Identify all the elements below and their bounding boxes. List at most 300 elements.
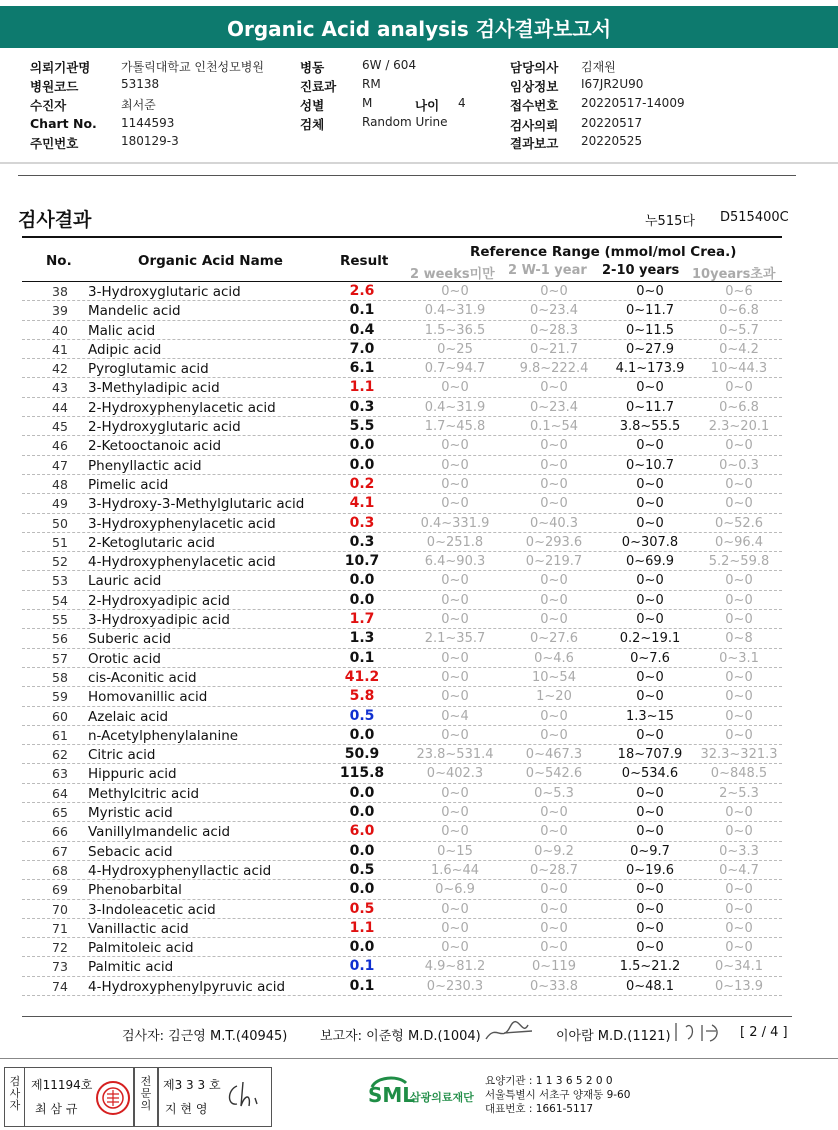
ref-over-10y: 0~0 [725, 727, 753, 743]
row-number: 71 [52, 920, 68, 936]
info-label: 의뢰기관명 [30, 60, 91, 75]
acid-name: 2-Hydroxyadipic acid [88, 592, 230, 609]
ref-under-2-weeks: 6.4~90.3 [424, 554, 486, 570]
ref-2-10y: 0~0 [636, 901, 664, 917]
ref-under-2-weeks: 0.7~94.7 [424, 361, 486, 377]
result-value: 0.0 [349, 939, 375, 956]
info-label: 담당의사 [510, 60, 559, 75]
row-number: 68 [52, 862, 68, 878]
ref-2w-1y: 0~467.3 [525, 747, 583, 763]
ref-2-10y: 0~0 [636, 805, 664, 821]
ref-under-2-weeks: 0~230.3 [426, 978, 484, 994]
row-number: 58 [52, 669, 68, 685]
ref-2w-1y: 10~54 [532, 669, 576, 685]
ref-over-10y: 0~6 [725, 284, 753, 299]
ref-2-10y: 0~0 [636, 515, 664, 531]
table-row [22, 610, 782, 629]
license-number: 제3 3 3 호 [163, 1078, 221, 1092]
doctor2: 이아람 M.D.(1121) [556, 1029, 671, 1044]
result-value: 0.5 [349, 861, 375, 878]
ref-2-10y: 3.8~55.5 [619, 419, 681, 435]
ref-2w-1y: 0~0 [540, 882, 568, 898]
acid-name: Malic acid [88, 322, 156, 339]
ref-over-10y: 0~4.7 [719, 862, 759, 878]
ref-2-10y: 0~0 [636, 496, 664, 512]
footer [0, 1058, 838, 1130]
ref-2w-1y: 0~28.3 [529, 322, 579, 338]
ref-under-2-weeks: 0~6.9 [435, 882, 475, 898]
row-number: 74 [52, 978, 68, 994]
ref-under-2-weeks: 0~0 [441, 592, 469, 608]
row-number: 41 [52, 341, 68, 357]
result-value: 41.2 [344, 668, 380, 685]
info-label: 성별 [300, 98, 325, 113]
row-number: 55 [52, 612, 68, 628]
acid-name: n-Acetylphenylalanine [88, 727, 239, 744]
ref-2w-1y: 9.8~222.4 [519, 361, 589, 377]
row-number: 59 [52, 689, 68, 705]
info-value: 180129-3 [121, 134, 179, 148]
ref-under-2-weeks: 0~0 [441, 457, 469, 473]
ref-over-10y: 0~6.8 [719, 399, 759, 415]
acid-name: Vanillactic acid [88, 920, 189, 937]
ref-2w-1y: 1~20 [536, 689, 572, 705]
ref-over-10y: 0~0 [725, 592, 753, 608]
ref-2w-1y: 0~27.6 [529, 631, 579, 647]
acid-name: Phenyllactic acid [88, 457, 202, 474]
info-label: 검사의뢰 [510, 118, 559, 133]
ref-over-10y: 0~3.3 [719, 843, 759, 859]
ref-2w-1y: 0~0 [540, 457, 568, 473]
ref-2w-1y: 0~0 [540, 920, 568, 936]
ref-under-2-weeks: 0~0 [441, 284, 469, 299]
table-row [22, 726, 782, 745]
result-value: 0.0 [349, 572, 375, 589]
acid-name: 2-Hydroxyglutaric acid [88, 419, 241, 436]
acid-name: 2-Ketoglutaric acid [88, 534, 215, 551]
table-row [22, 436, 782, 455]
seal-icon [95, 1080, 131, 1116]
ref-over-10y: 0~5.7 [719, 322, 759, 338]
acid-name: 3-Hydroxyphenylacetic acid [88, 515, 276, 532]
acid-name: Hippuric acid [88, 766, 177, 783]
ref-under-2-weeks: 0~0 [441, 920, 469, 936]
acid-name: Phenobarbital [88, 882, 182, 899]
ref-2w-1y: 0~4.6 [534, 650, 574, 666]
ref-2-10y: 0~0 [636, 920, 664, 936]
acid-name: Methylcitric acid [88, 785, 200, 802]
ref-2w-1y: 0~0 [540, 901, 568, 917]
ref-under-2-weeks: 0.4~31.9 [424, 303, 486, 319]
ref-over-10y: 0~0.3 [719, 457, 759, 473]
ref-under-2-weeks: 0~0 [441, 612, 469, 628]
info-value: 6W / 604 [362, 58, 417, 72]
report-title: Organic Acid analysis 검사결과보고서 [0, 6, 838, 48]
row-number: 43 [52, 380, 68, 396]
ref-over-10y: 0~0 [725, 689, 753, 705]
ref-over-10y: 0~52.6 [714, 515, 764, 531]
ref-2-10y: 1.3~15 [625, 708, 675, 724]
ref-over-10y: 2~5.3 [719, 785, 759, 801]
ref-over-10y: 0~0 [725, 496, 753, 512]
result-value: 1.7 [349, 611, 375, 628]
sml-logo [366, 1073, 476, 1117]
page-number: [ 2 / 4 ] [740, 1025, 788, 1040]
acid-name: Palmitoleic acid [88, 940, 194, 957]
table-row [22, 378, 782, 397]
info-value: M [362, 96, 373, 110]
row-number: 53 [52, 573, 68, 589]
ref-under-2-weeks: 0~0 [441, 476, 469, 492]
ref-under-2-weeks: 0~25 [437, 341, 473, 357]
ref-under-2-weeks: 2.1~35.7 [424, 631, 486, 647]
acid-name: Homovanillic acid [88, 689, 208, 706]
acid-name: Suberic acid [88, 631, 172, 648]
info-label: 진료과 [300, 79, 337, 94]
cert-cell [5, 1068, 25, 1126]
row-number: 56 [52, 631, 68, 647]
info-label: 접수번호 [510, 98, 559, 113]
result-value: 0.5 [349, 900, 375, 917]
header-age-group: 2 weeks미만 [410, 267, 495, 282]
ref-2-10y: 0~19.6 [625, 862, 675, 878]
ref-over-10y: 0~0 [725, 940, 753, 956]
ref-under-2-weeks: 4.9~81.2 [424, 959, 486, 975]
ref-over-10y: 0~0 [725, 901, 753, 917]
header-name: Organic Acid Name [138, 253, 283, 269]
header-age-group: 2-10 years [602, 263, 680, 278]
table-row [22, 957, 782, 976]
acid-name: Pyroglutamic acid [88, 361, 209, 378]
acid-name: 3-Indoleacetic acid [88, 901, 216, 918]
patient-info [0, 52, 838, 164]
info-value: 53138 [121, 77, 160, 91]
ref-over-10y: 32.3~321.3 [700, 747, 778, 763]
acid-name: Palmitic acid [88, 959, 174, 976]
acid-name: 3-Methyladipic acid [88, 380, 220, 397]
ref-over-10y: 0~0 [725, 824, 753, 840]
ref-2w-1y: 0~23.4 [529, 303, 579, 319]
org-info: 요양기관 : 1 1 3 6 5 2 0 0 [485, 1075, 613, 1087]
info-value: RM [362, 77, 381, 91]
table-row [22, 514, 782, 533]
row-number: 63 [52, 766, 68, 782]
logo-text: SML [368, 1083, 416, 1107]
acid-name: Myristic acid [88, 805, 173, 822]
certifier-name: 최 삼 규 [35, 1102, 78, 1116]
ref-2w-1y: 0~0 [540, 940, 568, 956]
table-row [22, 842, 782, 861]
row-number: 66 [52, 824, 68, 840]
ref-over-10y: 0~6.8 [719, 303, 759, 319]
table-row [22, 919, 782, 938]
result-value: 5.5 [349, 418, 375, 435]
ref-2-10y: 0~534.6 [621, 766, 679, 782]
row-number: 49 [52, 496, 68, 512]
result-value: 115.8 [339, 765, 385, 782]
ref-over-10y: 5.2~59.8 [708, 554, 770, 570]
table-row [22, 861, 782, 880]
result-value: 0.3 [349, 533, 375, 550]
result-value: 50.9 [344, 746, 380, 763]
ref-2-10y: 0~0 [636, 592, 664, 608]
ref-under-2-weeks: 0~0 [441, 669, 469, 685]
header-age-group: 10years초과 [692, 267, 776, 282]
ref-2-10y: 0~0 [636, 573, 664, 589]
result-value: 1.1 [349, 379, 375, 396]
ref-under-2-weeks: 0~4 [441, 708, 469, 724]
table-row [22, 649, 782, 668]
row-number: 65 [52, 805, 68, 821]
reporter: 보고자: 이준형 M.D.(1004) [320, 1029, 481, 1044]
ref-2-10y: 0~0 [636, 284, 664, 299]
info-value: 20220517 [581, 116, 643, 130]
row-number: 44 [52, 399, 68, 415]
row-number: 60 [52, 708, 68, 724]
acid-name: 3-Hydroxyadipic acid [88, 612, 230, 629]
result-value: 1.1 [349, 919, 375, 936]
result-value: 6.1 [349, 360, 375, 377]
ref-under-2-weeks: 0~0 [441, 438, 469, 454]
ref-2-10y: 0~11.7 [625, 399, 675, 415]
ref-2w-1y: 0~5.3 [534, 785, 574, 801]
table-row [22, 687, 782, 706]
certifier-name: 지 현 영 [165, 1102, 208, 1116]
ref-under-2-weeks: 0~0 [441, 901, 469, 917]
results-table [22, 236, 782, 996]
result-value: 0.3 [349, 514, 375, 531]
acid-name: Lauric acid [88, 573, 162, 590]
info-value: 1144593 [121, 116, 175, 130]
table-row [22, 707, 782, 726]
ref-under-2-weeks: 0~0 [441, 824, 469, 840]
cert-role: 전문의 [140, 1075, 152, 1112]
table-row [22, 900, 782, 919]
ref-2w-1y: 0~23.4 [529, 399, 579, 415]
result-value: 0.0 [349, 804, 375, 821]
table-row [22, 456, 782, 475]
ref-2w-1y: 0~33.8 [529, 978, 579, 994]
result-value: 6.0 [349, 823, 375, 840]
row-number: 62 [52, 747, 68, 763]
cert-role: 검사자 [9, 1075, 21, 1112]
table-header [22, 238, 782, 282]
ref-2w-1y: 0~0 [540, 573, 568, 589]
ref-2-10y: 0~0 [636, 882, 664, 898]
header-result: Result [340, 253, 389, 269]
result-value: 0.0 [349, 591, 375, 608]
ref-under-2-weeks: 0~0 [441, 940, 469, 956]
row-number: 54 [52, 592, 68, 608]
table-row [22, 938, 782, 957]
ref-2w-1y: 0~0 [540, 612, 568, 628]
ref-2w-1y: 0~0 [540, 284, 568, 299]
ref-over-10y: 2.3~20.1 [708, 419, 770, 435]
ref-2w-1y: 0~0 [540, 496, 568, 512]
ref-2-10y: 0~48.1 [625, 978, 675, 994]
ref-2w-1y: 0~0 [540, 592, 568, 608]
table-row [22, 282, 782, 301]
info-label: 검체 [300, 117, 325, 132]
ref-2w-1y: 0~21.7 [529, 341, 579, 357]
acid-name: cis-Aconitic acid [88, 669, 197, 686]
ref-2w-1y: 0~0 [540, 476, 568, 492]
row-number: 48 [52, 476, 68, 492]
ref-2-10y: 0~7.6 [630, 650, 670, 666]
ref-under-2-weeks: 0~251.8 [426, 534, 484, 550]
info-value: 20220525 [581, 134, 643, 148]
row-number: 47 [52, 457, 68, 473]
result-value: 4.1 [349, 495, 375, 512]
header-age-group: 2 W-1 year [508, 263, 587, 278]
report-code: 누515다 [645, 214, 695, 229]
ref-2-10y: 1.5~21.2 [619, 959, 681, 975]
org-info: 대표번호 : 1661-5117 [485, 1103, 594, 1115]
acid-name: 2-Ketooctanoic acid [88, 438, 222, 455]
ref-under-2-weeks: 23.8~531.4 [416, 747, 494, 763]
result-value: 0.1 [349, 977, 375, 994]
table-row [22, 398, 782, 417]
result-value: 0.5 [349, 707, 375, 724]
ref-2-10y: 0~0 [636, 612, 664, 628]
signature-icon [482, 1017, 542, 1045]
license-number: 제11194호 [31, 1078, 93, 1092]
row-number: 61 [52, 727, 68, 743]
info-label: 병동 [300, 60, 325, 75]
ref-over-10y: 0~96.4 [714, 534, 764, 550]
signature-icon [223, 1076, 267, 1116]
ref-under-2-weeks: 0~0 [441, 805, 469, 821]
table-row [22, 494, 782, 513]
acid-name: 4-Hydroxyphenylacetic acid [88, 554, 276, 571]
ref-2-10y: 0~10.7 [625, 457, 675, 473]
ref-under-2-weeks: 0~0 [441, 785, 469, 801]
ref-over-10y: 0~0 [725, 805, 753, 821]
row-number: 42 [52, 361, 68, 377]
ref-under-2-weeks: 0~0 [441, 380, 469, 396]
ref-2-10y: 0~27.9 [625, 341, 675, 357]
ref-under-2-weeks: 0~0 [441, 573, 469, 589]
result-value: 0.1 [349, 649, 375, 666]
ref-2-10y: 0~0 [636, 824, 664, 840]
row-number: 57 [52, 650, 68, 666]
ref-2w-1y: 0~0 [540, 708, 568, 724]
acid-name: Orotic acid [88, 650, 161, 667]
ref-2-10y: 4.1~173.9 [615, 361, 685, 377]
info-label: 병원코드 [30, 79, 79, 94]
info-value: 최서준 [121, 98, 156, 112]
ref-over-10y: 0~0 [725, 882, 753, 898]
ref-2-10y: 0~0 [636, 940, 664, 956]
signers [22, 1016, 792, 1046]
ref-over-10y: 0~3.1 [719, 650, 759, 666]
result-value: 0.0 [349, 784, 375, 801]
acid-name: Pimelic acid [88, 476, 169, 493]
result-value: 7.0 [349, 340, 375, 357]
ref-2w-1y: 0~293.6 [525, 534, 583, 550]
org-info: 서울특별시 서초구 양재동 9-60 [485, 1089, 631, 1101]
row-number: 50 [52, 515, 68, 531]
ref-under-2-weeks: 0~0 [441, 689, 469, 705]
ref-2-10y: 0~0 [636, 689, 664, 705]
ref-2w-1y: 0~0 [540, 805, 568, 821]
ref-2w-1y: 0~0 [540, 824, 568, 840]
ref-over-10y: 0~0 [725, 476, 753, 492]
row-number: 73 [52, 959, 68, 975]
acid-name: Sebacic acid [88, 843, 173, 860]
ref-under-2-weeks: 0~15 [437, 843, 473, 859]
table-row [22, 629, 782, 648]
ref-under-2-weeks: 0~402.3 [426, 766, 484, 782]
ref-2w-1y: 0.1~54 [529, 419, 579, 435]
acid-name: Adipic acid [88, 341, 162, 358]
ref-over-10y: 10~44.3 [710, 361, 768, 377]
ref-over-10y: 0~0 [725, 573, 753, 589]
acid-name: 3-Hydroxyglutaric acid [88, 284, 241, 300]
ref-under-2-weeks: 0~0 [441, 727, 469, 743]
row-number: 40 [52, 322, 68, 338]
result-value: 0.0 [349, 842, 375, 859]
ref-2-10y: 0~0 [636, 669, 664, 685]
result-value: 1.3 [349, 630, 375, 647]
divider [18, 170, 796, 176]
table-row [22, 668, 782, 687]
table-row [22, 301, 782, 320]
age-label: 나이 [415, 98, 440, 113]
ref-2-10y: 0~11.5 [625, 322, 675, 338]
ref-under-2-weeks: 0.4~331.9 [420, 515, 490, 531]
info-value: Random Urine [362, 115, 448, 129]
ref-2w-1y: 0~219.7 [525, 554, 583, 570]
signature-icon [672, 1017, 732, 1045]
table-row [22, 571, 782, 590]
ref-2-10y: 0~307.8 [621, 534, 679, 550]
row-number: 72 [52, 940, 68, 956]
result-value: 0.2 [349, 475, 375, 492]
table-row [22, 591, 782, 610]
ref-2w-1y: 0~28.7 [529, 862, 579, 878]
row-number: 46 [52, 438, 68, 454]
ref-2w-1y: 0~9.2 [534, 843, 574, 859]
ref-2w-1y: 0~0 [540, 438, 568, 454]
table-row [22, 475, 782, 494]
ref-2-10y: 0~0 [636, 476, 664, 492]
acid-name: 2-Hydroxyphenylacetic acid [88, 399, 276, 416]
result-value: 0.0 [349, 456, 375, 473]
ref-over-10y: 0~34.1 [714, 959, 764, 975]
certificate-box [4, 1067, 272, 1127]
table-row [22, 417, 782, 436]
ref-2w-1y: 0~0 [540, 727, 568, 743]
result-value: 0.1 [349, 958, 375, 975]
ref-over-10y: 0~4.2 [719, 341, 759, 357]
info-value: I67JR2U90 [581, 77, 644, 91]
table-row [22, 533, 782, 552]
acid-name: Citric acid [88, 747, 156, 764]
info-label: 결과보고 [510, 136, 559, 151]
info-label: 주민번호 [30, 136, 79, 151]
ref-under-2-weeks: 1.6~44 [430, 862, 480, 878]
acid-name: 4-Hydroxyphenylpyruvic acid [88, 978, 286, 995]
table-row [22, 880, 782, 899]
row-number: 70 [52, 901, 68, 917]
info-label: Chart No. [30, 116, 97, 131]
table-row [22, 784, 782, 803]
ref-over-10y: 0~0 [725, 438, 753, 454]
ref-over-10y: 0~8 [725, 631, 753, 647]
result-value: 0.0 [349, 881, 375, 898]
acid-name: Mandelic acid [88, 303, 181, 320]
